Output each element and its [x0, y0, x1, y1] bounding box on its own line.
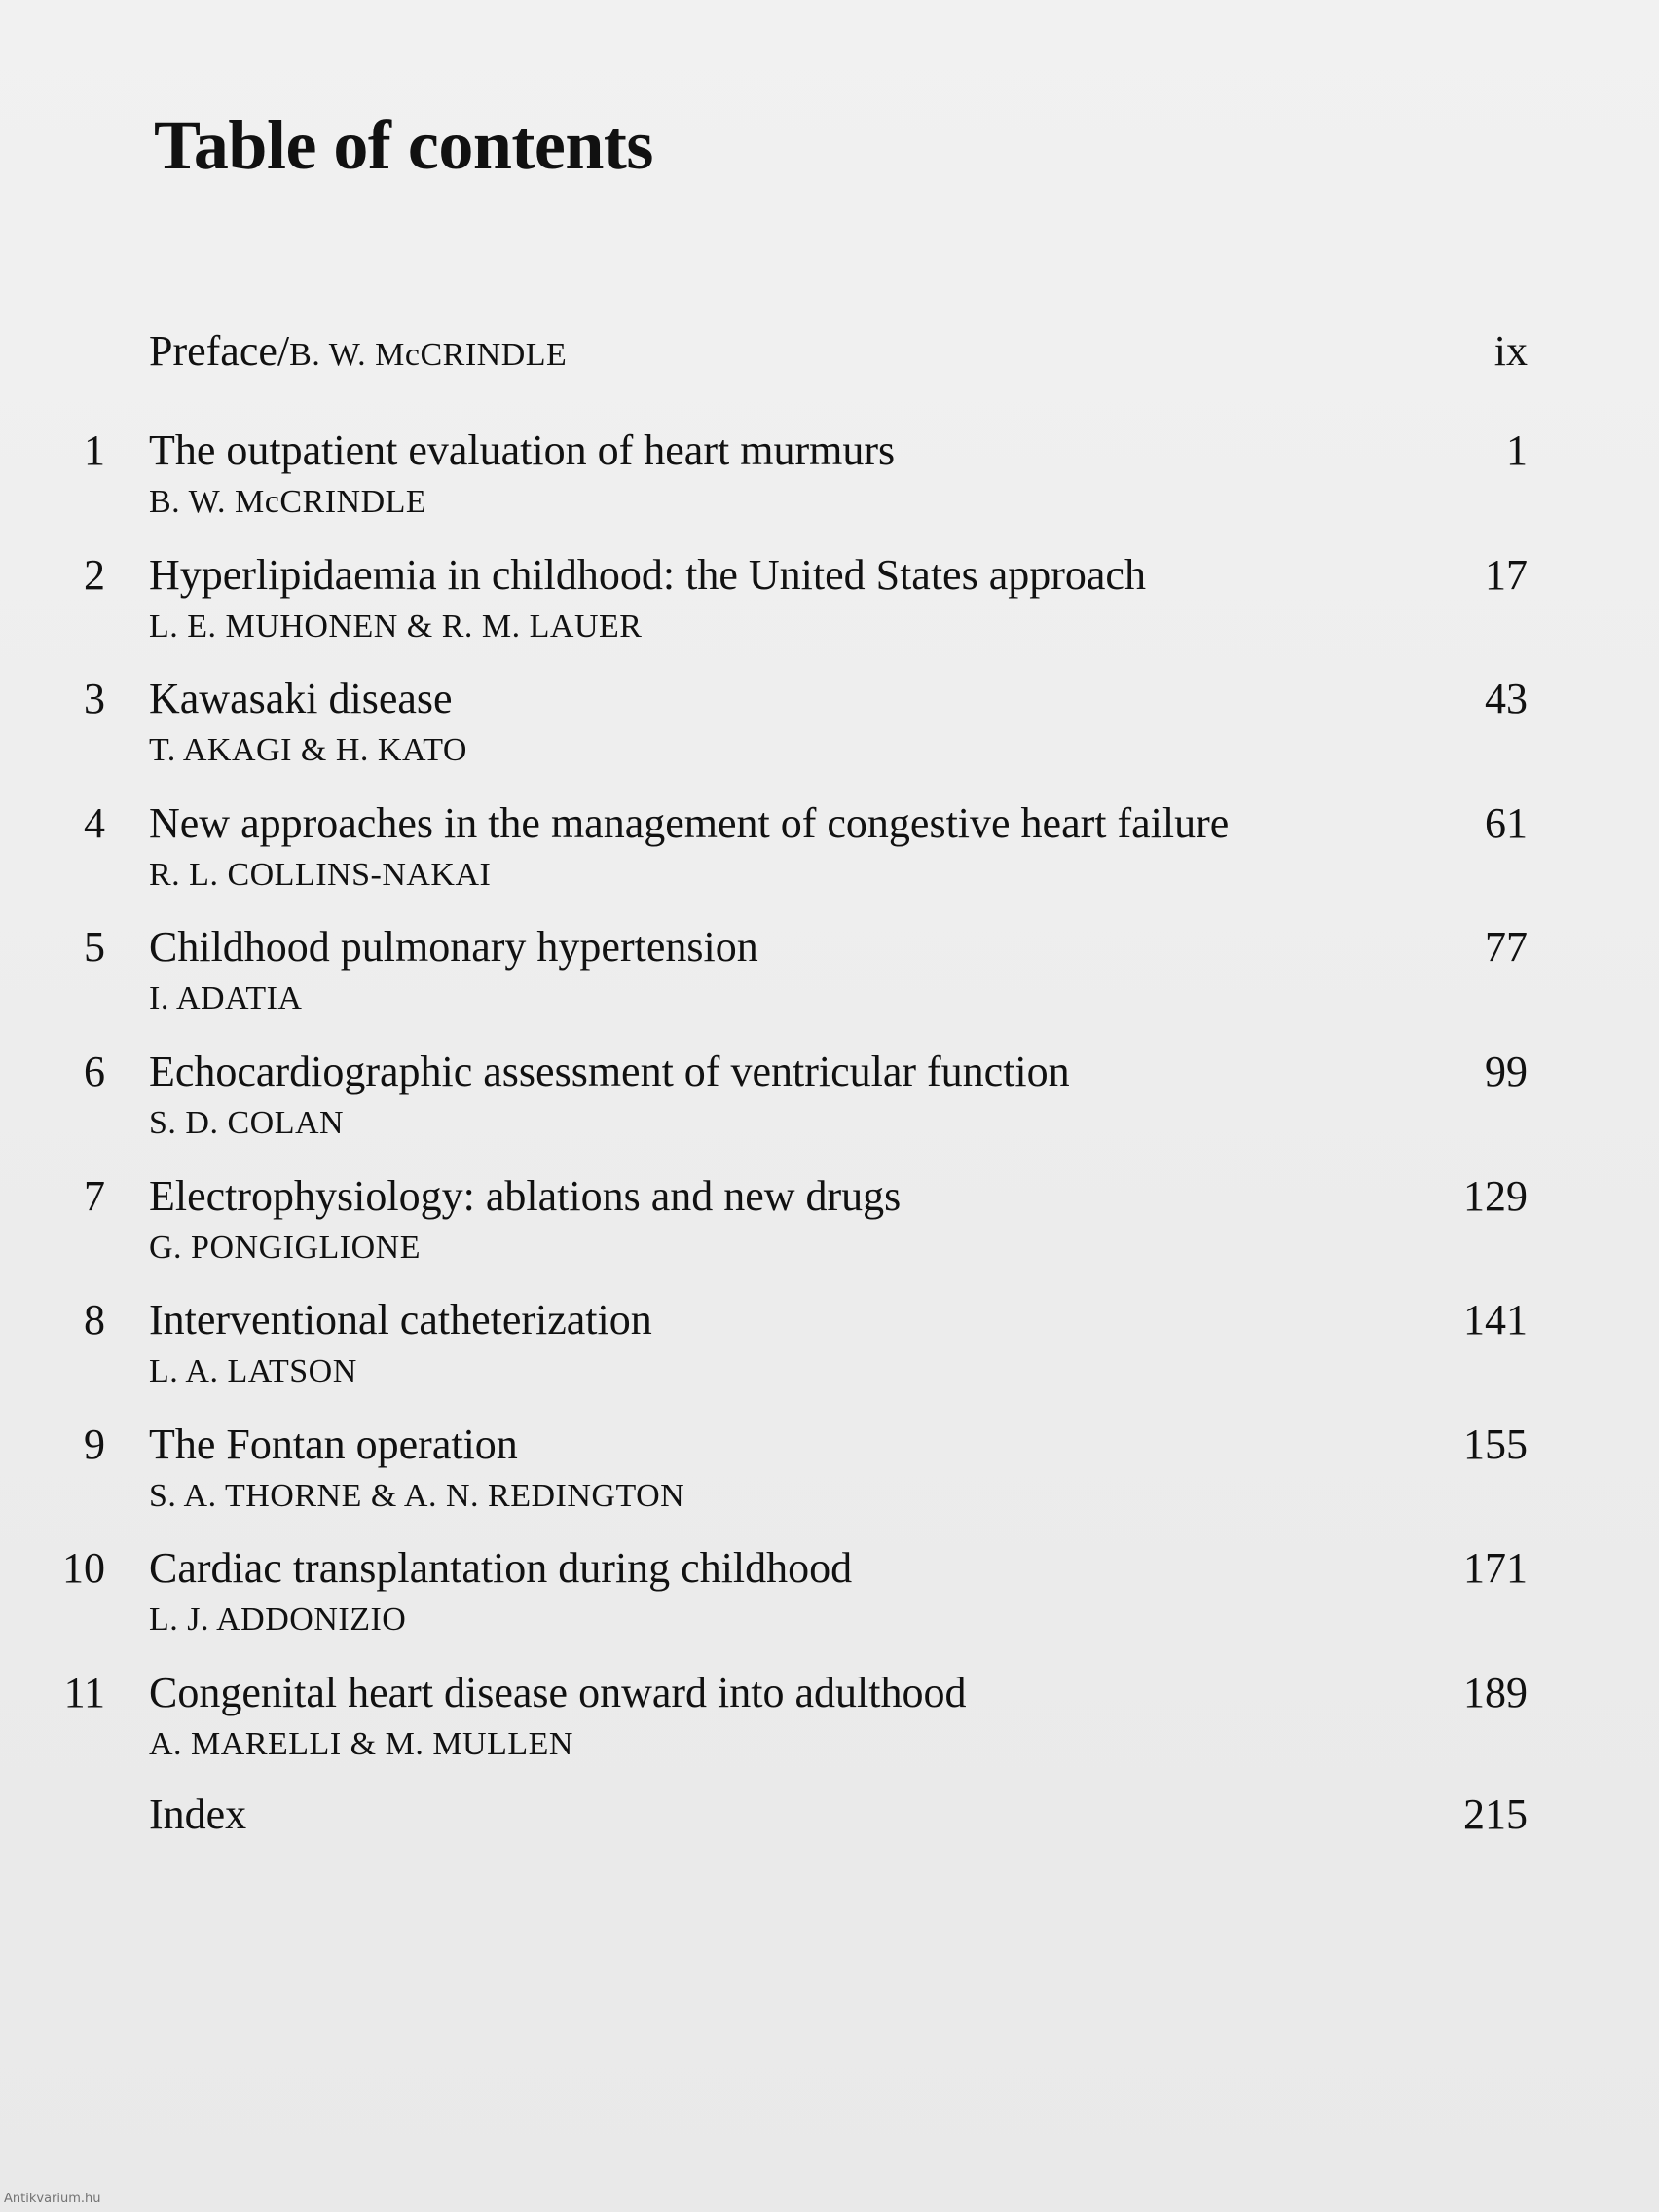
chapter-page: 61: [1485, 799, 1528, 847]
chapter-page: 43: [1485, 675, 1528, 722]
chapter-page: 189: [1463, 1669, 1528, 1716]
chapter-title: Cardiac transplantation during childhood: [149, 1544, 853, 1592]
preface-label: Preface/: [149, 327, 290, 375]
chapter-title: The outpatient evaluation of heart murmurs: [149, 426, 896, 474]
chapter-page: 17: [1485, 551, 1528, 599]
chapter-author: L. E. MUHONEN & R. M. LAUER: [149, 608, 643, 645]
chapter-title: Electrophysiology: ablations and new drugs: [149, 1172, 902, 1220]
chapter-title: Hyperlipidaemia in childhood: the United States approach: [149, 551, 1146, 599]
chapter-page: 99: [1485, 1048, 1528, 1095]
page-title: Table of contents: [154, 106, 653, 184]
chapter-page: 77: [1485, 923, 1528, 971]
chapter-author: A. MARELLI & M. MULLEN: [149, 1726, 573, 1762]
chapter-number: 10: [62, 1544, 105, 1592]
chapter-number: 5: [84, 923, 105, 971]
chapter-number: 7: [84, 1172, 105, 1220]
chapter-number: 1: [84, 426, 105, 474]
chapter-number: 6: [84, 1048, 105, 1095]
chapter-number: 8: [84, 1296, 105, 1344]
chapter-title: Echocardiographic assessment of ventricular function: [149, 1048, 1070, 1095]
index-label: Index: [149, 1790, 247, 1838]
preface-author: B. W. McCRINDLE: [289, 337, 568, 373]
preface-line: [149, 326, 567, 376]
chapter-page: 129: [1463, 1172, 1528, 1220]
chapter-page: 155: [1463, 1420, 1528, 1468]
chapter-number: 9: [84, 1420, 105, 1468]
preface-page: ix: [1493, 327, 1528, 375]
chapter-title: Congenital heart disease onward into adulthood: [149, 1669, 967, 1716]
chapter-author: L. A. LATSON: [149, 1353, 357, 1389]
chapter-author: G. PONGIGLIONE: [149, 1230, 421, 1266]
chapter-title: Childhood pulmonary hypertension: [149, 923, 758, 971]
chapter-number: 11: [63, 1669, 105, 1716]
chapter-author: R. L. COLLINS-NAKAI: [149, 857, 492, 893]
chapter-author: I. ADATIA: [149, 980, 303, 1016]
index-page: 215: [1463, 1790, 1528, 1838]
chapter-number: 2: [84, 551, 105, 599]
chapter-author: L. J. ADDONIZIO: [149, 1602, 407, 1638]
chapter-page: 1: [1506, 426, 1528, 474]
chapter-author: T. AKAGI & H. KATO: [149, 732, 467, 768]
chapter-title: Interventional catheterization: [149, 1296, 652, 1344]
chapter-author: S. D. COLAN: [149, 1105, 345, 1141]
watermark: Antikvarium.hu: [4, 2192, 101, 2206]
chapter-number: 4: [84, 799, 105, 847]
chapter-author: B. W. McCRINDLE: [149, 484, 427, 520]
chapter-number: 3: [84, 675, 105, 722]
chapter-author: S. A. THORNE & A. N. REDINGTON: [149, 1478, 685, 1514]
chapter-title: New approaches in the management of congestive heart failure: [149, 799, 1230, 847]
chapter-title: The Fontan operation: [149, 1420, 518, 1468]
chapter-page: 141: [1463, 1296, 1528, 1344]
chapter-page: 171: [1463, 1544, 1528, 1592]
chapter-title: Kawasaki disease: [149, 675, 453, 722]
